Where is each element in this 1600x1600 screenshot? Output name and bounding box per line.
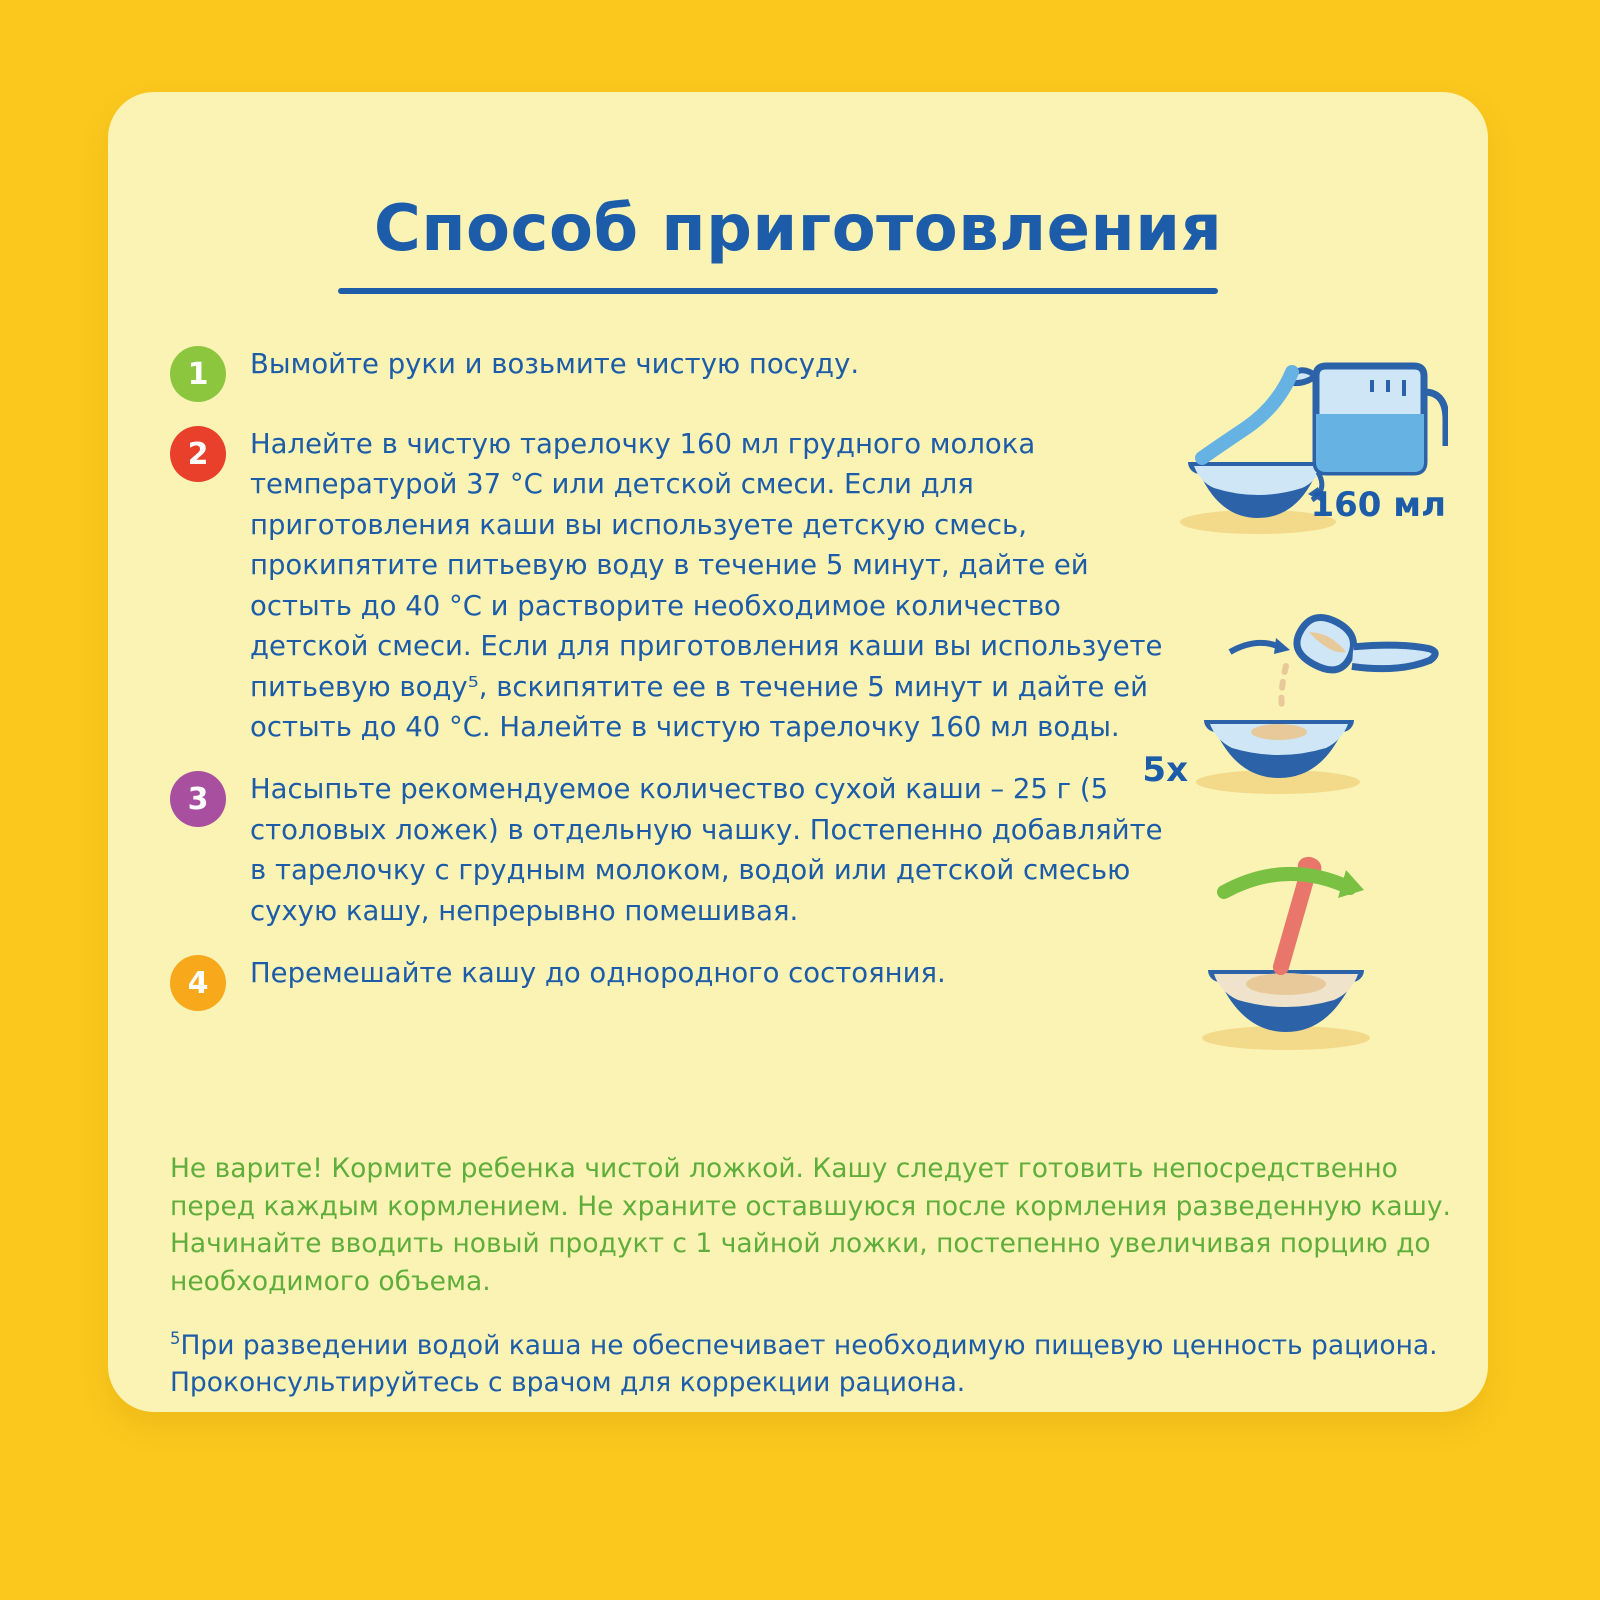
notes-block xyxy=(170,1150,1460,1402)
step-text: Вымойте руки и возьмите чистую посуду. xyxy=(250,348,860,380)
step-text: Насыпьте рекомендуемое количество сухой каши – 25 г (5 столовых ложек) в отдельную чашку. Постепенно добавляйте в тарелочку с грудным молоком, водой или детской смесью сухую кашу, непрерывно помешивая. xyxy=(250,773,1163,927)
step-item xyxy=(170,953,1180,1011)
step-text: Налейте в чистую тарелочку 160 мл грудного молока температурой 37 °C или детской смеси. Если для приготовления каши вы используете детскую смесь, прокипятите питьевую воду в течение 5 минут, дайте ей остыть до 40 °C и растворите необходимое количество детской смеси. Если для приготовления каши вы используете питьевую воду⁵, вскипятите ее в течение 5 минут и дайте ей остыть до 40 °C. Налейте в чистую тарелочку 160 мл воды. xyxy=(250,428,1163,743)
volume-label: 160 мл xyxy=(1310,485,1446,525)
steps-list xyxy=(170,344,1180,1033)
step-text: Перемешайте кашу до однородного состояния. xyxy=(250,957,946,990)
footnote-text: При разведении водой каша не обеспечивает необходимую пищевую ценность рациона. Проконсультируйтесь с врачом для коррекции рациона. xyxy=(170,1329,1438,1399)
warning-note: Не варите! Кормите ребенка чистой ложкой. Кашу следует готовить непосредственно перед каждым кормлением. Не храните оставшуюся после кормления разведенную кашу. Начинайте вводить новый продукт с 1 чайной ложки, постепенно увеличивая порцию до необходимого объема. xyxy=(170,1153,1451,1297)
title-underline xyxy=(338,288,1218,294)
spoon-adding-powder-icon xyxy=(1158,582,1448,812)
footnote-marker: 5 xyxy=(170,1328,181,1348)
spoons-label: 5x xyxy=(1142,750,1188,790)
footnote xyxy=(170,1327,1460,1402)
step-item xyxy=(170,344,1180,402)
page-title: Способ приготовления xyxy=(373,192,1223,266)
step-number-badge: 2 xyxy=(170,426,226,482)
step-item xyxy=(170,769,1180,931)
stirring-bowl-icon xyxy=(1158,832,1448,1062)
step-number-badge: 4 xyxy=(170,955,226,1011)
step-number-badge: 1 xyxy=(170,346,226,402)
recipe-card xyxy=(108,92,1488,1412)
step-number-badge: 3 xyxy=(170,771,226,827)
step-item xyxy=(170,424,1180,747)
